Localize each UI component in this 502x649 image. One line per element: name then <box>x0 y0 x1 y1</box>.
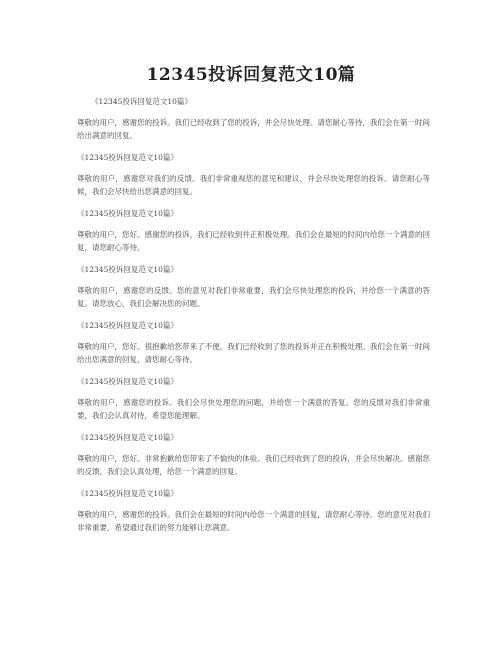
section-body: 尊敬的用户，感谢您的投诉。我们已经收到了您的投诉，并会尽快处理。请您耐心等待，我们会在第一时间给出满意的回复。 <box>77 118 430 140</box>
section <box>77 321 430 366</box>
document-title: 12345投诉回复范文10篇 <box>146 65 356 85</box>
section-heading: 《12345投诉回复范文10篇》 <box>77 265 178 274</box>
section <box>77 209 430 254</box>
section <box>77 433 430 478</box>
section-body: 尊敬的用户，您好。很抱歉给您带来了不便，我们已经收到了您的投诉并正在积极处理。我们会在第一时间给出您满意的回复，请您耐心等待。 <box>77 342 430 364</box>
section-body: 尊敬的用户，感谢您的反馈。您的意见对我们非常重要，我们会尽快处理您的投诉，并给您一个满意的答复。请您放心，我们会解决您的问题。 <box>77 286 430 308</box>
section <box>77 489 430 534</box>
section-heading: 《12345投诉回复范文10篇》 <box>77 153 178 162</box>
section-heading: 《12345投诉回复范文10篇》 <box>77 433 178 442</box>
section-body: 尊敬的用户，感谢您的投诉。我们会在最短的时间内给您一个满意的回复，请您耐心等待。您的意见对我们非常重要，希望通过我们的努力能够让您满意。 <box>77 510 430 532</box>
section <box>77 265 430 310</box>
section-heading: 《12345投诉回复范文10篇》 <box>77 377 178 386</box>
section <box>77 377 430 422</box>
document-content <box>77 97 430 545</box>
section <box>77 97 430 142</box>
section <box>77 153 430 198</box>
section-body: 尊敬的用户，感谢您的投诉。我们会尽快处理您的问题，并给您一个满意的答复。您的反馈对我们非常重要，我们会认真对待，希望您能理解。 <box>77 398 430 420</box>
section-heading: 《12345投诉回复范文10篇》 <box>77 209 178 218</box>
section-body: 尊敬的用户，您好。感谢您的投诉，我们已经收到并正积极处理。我们会在最短的时间内给您一个满意的回复，请您耐心等待。 <box>77 230 430 252</box>
section-heading: 《12345投诉回复范文10篇》 <box>77 321 178 330</box>
section-heading: 《12345投诉回复范文10篇》 <box>91 97 192 106</box>
section-body: 尊敬的用户，感谢您对我们的反馈。我们非常重视您的意见和建议，并会尽快处理您的投诉。请您耐心等候，我们会尽快给出您满意的回复。 <box>77 174 430 196</box>
section-heading: 《12345投诉回复范文10篇》 <box>77 489 178 498</box>
section-body: 尊敬的用户，您好。非常抱歉给您带来了不愉快的体验。我们已经收到了您的投诉，并会尽快解决。感谢您的反馈，我们会认真处理，给您一个满意的回复。 <box>77 454 430 476</box>
